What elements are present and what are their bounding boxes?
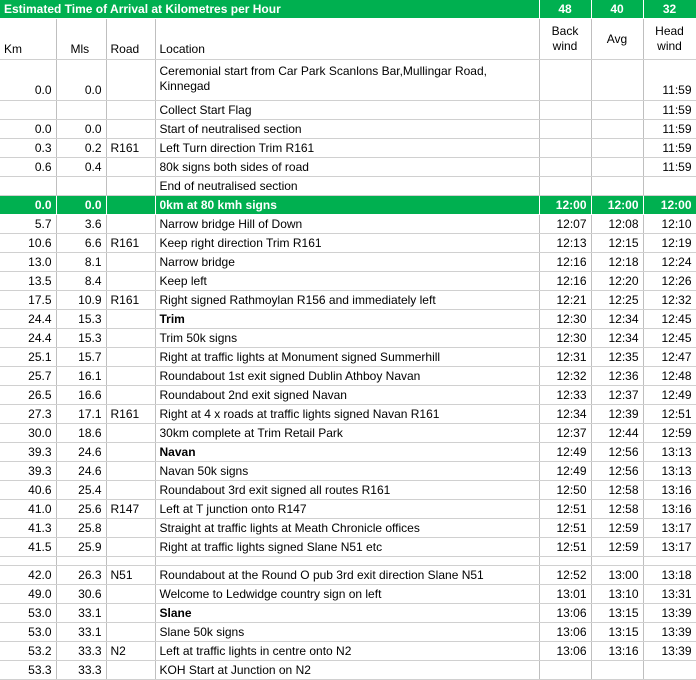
cell-km: 13.0 bbox=[0, 253, 56, 272]
cell-avg: 12:08 bbox=[591, 215, 643, 234]
cell-back-wind bbox=[539, 661, 591, 680]
cell-mls: 33.1 bbox=[56, 604, 106, 623]
cell-head-wind: 12:10 bbox=[643, 215, 696, 234]
cell-mls: 24.6 bbox=[56, 462, 106, 481]
cell-road bbox=[106, 424, 155, 443]
table-row bbox=[0, 101, 696, 120]
cell-road bbox=[106, 348, 155, 367]
table-row bbox=[0, 158, 696, 177]
cell-mls: 33.3 bbox=[56, 661, 106, 680]
cell-head-wind bbox=[643, 661, 696, 680]
cell-road: R161 bbox=[106, 139, 155, 158]
cell-avg: 12:15 bbox=[591, 234, 643, 253]
table-row bbox=[0, 604, 696, 623]
cell-avg: 13:15 bbox=[591, 623, 643, 642]
cell-head-wind: 13:31 bbox=[643, 585, 696, 604]
cell-km: 27.3 bbox=[0, 405, 56, 424]
cell-road: R161 bbox=[106, 234, 155, 253]
cell-km: 53.2 bbox=[0, 642, 56, 661]
cell-location: End of neutralised section bbox=[155, 177, 539, 196]
cell-road bbox=[106, 310, 155, 329]
cell-head-wind bbox=[643, 177, 696, 196]
cell-mls: 0.0 bbox=[56, 196, 106, 215]
cell-km: 53.3 bbox=[0, 661, 56, 680]
spacer-cell bbox=[643, 557, 696, 566]
cell-mls: 0.2 bbox=[56, 139, 106, 158]
cell-avg bbox=[591, 177, 643, 196]
table-row bbox=[0, 661, 696, 680]
cell-avg: 12:39 bbox=[591, 405, 643, 424]
cell-km: 24.4 bbox=[0, 329, 56, 348]
spacer-row bbox=[0, 557, 696, 566]
cell-avg: 13:10 bbox=[591, 585, 643, 604]
cell-head-wind: 13:13 bbox=[643, 443, 696, 462]
cell-location: Slane 50k signs bbox=[155, 623, 539, 642]
cell-location: Trim 50k signs bbox=[155, 329, 539, 348]
cell-location: 0km at 80 kmh signs bbox=[155, 196, 539, 215]
cell-location: Roundabout at the Round O pub 3rd exit direction Slane N51 bbox=[155, 566, 539, 585]
cell-road bbox=[106, 367, 155, 386]
cell-road bbox=[106, 215, 155, 234]
cell-back-wind: 12:16 bbox=[539, 272, 591, 291]
cell-head-wind: 13:13 bbox=[643, 462, 696, 481]
cell-mls: 15.7 bbox=[56, 348, 106, 367]
cell-km: 0.3 bbox=[0, 139, 56, 158]
cell-road bbox=[106, 177, 155, 196]
table-row bbox=[0, 196, 696, 215]
cell-back-wind: 13:06 bbox=[539, 604, 591, 623]
col-header-avg: Avg bbox=[591, 19, 643, 60]
cell-back-wind: 12:52 bbox=[539, 566, 591, 585]
cell-location: Left Turn direction Trim R161 bbox=[155, 139, 539, 158]
cell-head-wind: 11:59 bbox=[643, 101, 696, 120]
cell-mls bbox=[56, 101, 106, 120]
col-header-head-wind: Head wind bbox=[643, 19, 696, 60]
speed-back: 48 bbox=[539, 0, 591, 19]
cell-location: Right at traffic lights signed Slane N51 etc bbox=[155, 538, 539, 557]
cell-road bbox=[106, 661, 155, 680]
cell-mls: 0.0 bbox=[56, 120, 106, 139]
cell-road bbox=[106, 120, 155, 139]
cell-avg: 12:20 bbox=[591, 272, 643, 291]
col-header-mls: Mls bbox=[56, 19, 106, 60]
cell-head-wind: 12:24 bbox=[643, 253, 696, 272]
cell-avg: 12:35 bbox=[591, 348, 643, 367]
table-row bbox=[0, 272, 696, 291]
cell-head-wind: 13:16 bbox=[643, 481, 696, 500]
table-row bbox=[0, 329, 696, 348]
cell-location: Trim bbox=[155, 310, 539, 329]
spacer-cell bbox=[56, 557, 106, 566]
cell-road bbox=[106, 481, 155, 500]
cell-mls: 25.8 bbox=[56, 519, 106, 538]
cell-mls: 25.4 bbox=[56, 481, 106, 500]
cell-mls: 24.6 bbox=[56, 443, 106, 462]
cell-location: Left at traffic lights in centre onto N2 bbox=[155, 642, 539, 661]
cell-avg: 12:58 bbox=[591, 481, 643, 500]
table-row bbox=[0, 405, 696, 424]
cell-avg: 12:36 bbox=[591, 367, 643, 386]
cell-km: 13.5 bbox=[0, 272, 56, 291]
cell-back-wind bbox=[539, 139, 591, 158]
table-row bbox=[0, 139, 696, 158]
cell-road bbox=[106, 253, 155, 272]
table-row bbox=[0, 386, 696, 405]
cell-avg: 12:34 bbox=[591, 329, 643, 348]
cell-avg bbox=[591, 120, 643, 139]
cell-location: Keep right direction Trim R161 bbox=[155, 234, 539, 253]
cell-avg: 12:44 bbox=[591, 424, 643, 443]
cell-head-wind: 11:59 bbox=[643, 158, 696, 177]
cell-location: Left at T junction onto R147 bbox=[155, 500, 539, 519]
cell-mls: 16.6 bbox=[56, 386, 106, 405]
table-row bbox=[0, 310, 696, 329]
cell-km: 40.6 bbox=[0, 481, 56, 500]
cell-road bbox=[106, 462, 155, 481]
cell-avg: 12:59 bbox=[591, 519, 643, 538]
cell-road bbox=[106, 623, 155, 642]
cell-avg: 12:00 bbox=[591, 196, 643, 215]
cell-road bbox=[106, 538, 155, 557]
cell-back-wind: 13:06 bbox=[539, 623, 591, 642]
cell-km: 10.6 bbox=[0, 234, 56, 253]
cell-mls: 25.6 bbox=[56, 500, 106, 519]
cell-mls: 25.9 bbox=[56, 538, 106, 557]
cell-km bbox=[0, 177, 56, 196]
cell-back-wind bbox=[539, 120, 591, 139]
cell-km: 41.5 bbox=[0, 538, 56, 557]
cell-back-wind: 12:13 bbox=[539, 234, 591, 253]
cell-back-wind: 12:50 bbox=[539, 481, 591, 500]
cell-mls: 6.6 bbox=[56, 234, 106, 253]
table-row bbox=[0, 424, 696, 443]
cell-km: 39.3 bbox=[0, 462, 56, 481]
cell-avg: 12:56 bbox=[591, 443, 643, 462]
table-row bbox=[0, 566, 696, 585]
cell-avg: 13:16 bbox=[591, 642, 643, 661]
cell-back-wind: 13:06 bbox=[539, 642, 591, 661]
cell-avg bbox=[591, 661, 643, 680]
cell-location: 80k signs both sides of road bbox=[155, 158, 539, 177]
cell-avg bbox=[591, 101, 643, 120]
cell-head-wind: 12:51 bbox=[643, 405, 696, 424]
cell-road: R147 bbox=[106, 500, 155, 519]
cell-head-wind: 12:59 bbox=[643, 424, 696, 443]
cell-road bbox=[106, 519, 155, 538]
cell-mls: 16.1 bbox=[56, 367, 106, 386]
cell-avg: 12:59 bbox=[591, 538, 643, 557]
table-row bbox=[0, 60, 696, 101]
cell-avg bbox=[591, 139, 643, 158]
cell-location: Roundabout 1st exit signed Dublin Athboy Navan bbox=[155, 367, 539, 386]
cell-location: Start of neutralised section bbox=[155, 120, 539, 139]
cell-km bbox=[0, 101, 56, 120]
cell-location: Ceremonial start from Car Park Scanlons Bar,Mullingar Road, Kinnegad bbox=[155, 60, 539, 101]
cell-head-wind: 12:49 bbox=[643, 386, 696, 405]
cell-road bbox=[106, 604, 155, 623]
cell-km: 30.0 bbox=[0, 424, 56, 443]
cell-km: 25.7 bbox=[0, 367, 56, 386]
cell-km: 17.5 bbox=[0, 291, 56, 310]
cell-km: 49.0 bbox=[0, 585, 56, 604]
cell-head-wind: 12:00 bbox=[643, 196, 696, 215]
cell-road bbox=[106, 585, 155, 604]
cell-head-wind: 12:45 bbox=[643, 329, 696, 348]
cell-mls: 8.1 bbox=[56, 253, 106, 272]
table-row bbox=[0, 215, 696, 234]
table-row bbox=[0, 538, 696, 557]
table-row bbox=[0, 253, 696, 272]
cell-head-wind: 13:39 bbox=[643, 604, 696, 623]
table-row bbox=[0, 234, 696, 253]
table-row bbox=[0, 585, 696, 604]
cell-head-wind: 13:17 bbox=[643, 538, 696, 557]
cell-km: 53.0 bbox=[0, 623, 56, 642]
cell-road bbox=[106, 443, 155, 462]
cell-mls: 33.1 bbox=[56, 623, 106, 642]
cell-road: N51 bbox=[106, 566, 155, 585]
table-row bbox=[0, 623, 696, 642]
cell-head-wind: 13:39 bbox=[643, 642, 696, 661]
cell-mls bbox=[56, 177, 106, 196]
cell-avg: 12:25 bbox=[591, 291, 643, 310]
cell-back-wind: 12:51 bbox=[539, 500, 591, 519]
cell-back-wind: 12:16 bbox=[539, 253, 591, 272]
cell-mls: 26.3 bbox=[56, 566, 106, 585]
cell-location: Right at 4 x roads at traffic lights signed Navan R161 bbox=[155, 405, 539, 424]
spacer-cell bbox=[155, 557, 539, 566]
cell-mls: 15.3 bbox=[56, 310, 106, 329]
table-row bbox=[0, 291, 696, 310]
cell-mls: 33.3 bbox=[56, 642, 106, 661]
cell-back-wind: 12:00 bbox=[539, 196, 591, 215]
cell-km: 24.4 bbox=[0, 310, 56, 329]
cell-road bbox=[106, 60, 155, 101]
cell-location: Welcome to Ledwidge country sign on left bbox=[155, 585, 539, 604]
cell-km: 0.6 bbox=[0, 158, 56, 177]
cell-location: Narrow bridge bbox=[155, 253, 539, 272]
cell-mls: 0.4 bbox=[56, 158, 106, 177]
cell-road bbox=[106, 101, 155, 120]
table-row bbox=[0, 443, 696, 462]
cell-km: 0.0 bbox=[0, 60, 56, 101]
cell-location: 30km complete at Trim Retail Park bbox=[155, 424, 539, 443]
cell-back-wind: 12:49 bbox=[539, 443, 591, 462]
cell-mls: 8.4 bbox=[56, 272, 106, 291]
cell-head-wind: 13:16 bbox=[643, 500, 696, 519]
cell-mls: 15.3 bbox=[56, 329, 106, 348]
cell-road: R161 bbox=[106, 291, 155, 310]
cell-km: 42.0 bbox=[0, 566, 56, 585]
cell-km: 41.0 bbox=[0, 500, 56, 519]
cell-back-wind: 12:51 bbox=[539, 538, 591, 557]
cell-head-wind: 12:32 bbox=[643, 291, 696, 310]
spacer-cell bbox=[0, 557, 56, 566]
cell-head-wind: 12:47 bbox=[643, 348, 696, 367]
cell-km: 26.5 bbox=[0, 386, 56, 405]
cell-back-wind: 12:30 bbox=[539, 329, 591, 348]
col-header-back-wind: Back wind bbox=[539, 19, 591, 60]
cell-back-wind bbox=[539, 158, 591, 177]
cell-head-wind: 13:18 bbox=[643, 566, 696, 585]
cell-km: 0.0 bbox=[0, 196, 56, 215]
cell-back-wind: 12:30 bbox=[539, 310, 591, 329]
cell-back-wind: 13:01 bbox=[539, 585, 591, 604]
cell-back-wind bbox=[539, 177, 591, 196]
cell-back-wind: 12:37 bbox=[539, 424, 591, 443]
cell-road: N2 bbox=[106, 642, 155, 661]
cell-mls: 18.6 bbox=[56, 424, 106, 443]
cell-location: Straight at traffic lights at Meath Chronicle offices bbox=[155, 519, 539, 538]
cell-avg: 12:34 bbox=[591, 310, 643, 329]
title-row bbox=[0, 0, 696, 19]
cell-road bbox=[106, 272, 155, 291]
table-row bbox=[0, 481, 696, 500]
cell-location: Roundabout 3rd exit signed all routes R161 bbox=[155, 481, 539, 500]
cell-location: Slane bbox=[155, 604, 539, 623]
cell-head-wind: 12:19 bbox=[643, 234, 696, 253]
cell-location: Navan 50k signs bbox=[155, 462, 539, 481]
cell-back-wind bbox=[539, 101, 591, 120]
cell-head-wind: 11:59 bbox=[643, 139, 696, 158]
cell-km: 39.3 bbox=[0, 443, 56, 462]
spacer-cell bbox=[539, 557, 591, 566]
cell-road bbox=[106, 329, 155, 348]
cell-avg: 12:56 bbox=[591, 462, 643, 481]
cell-head-wind: 13:39 bbox=[643, 623, 696, 642]
cell-location: Right at traffic lights at Monument signed Summerhill bbox=[155, 348, 539, 367]
cell-avg: 12:18 bbox=[591, 253, 643, 272]
cell-mls: 17.1 bbox=[56, 405, 106, 424]
cell-head-wind: 12:48 bbox=[643, 367, 696, 386]
cell-mls: 3.6 bbox=[56, 215, 106, 234]
cell-km: 53.0 bbox=[0, 604, 56, 623]
table-row bbox=[0, 642, 696, 661]
cell-back-wind: 12:49 bbox=[539, 462, 591, 481]
cell-back-wind: 12:34 bbox=[539, 405, 591, 424]
cell-head-wind: 12:26 bbox=[643, 272, 696, 291]
cell-location: Roundabout 2nd exit signed Navan bbox=[155, 386, 539, 405]
cell-avg: 13:00 bbox=[591, 566, 643, 585]
cell-km: 41.3 bbox=[0, 519, 56, 538]
cell-road bbox=[106, 196, 155, 215]
col-header-road: Road bbox=[106, 19, 155, 60]
cell-mls: 10.9 bbox=[56, 291, 106, 310]
cell-back-wind bbox=[539, 60, 591, 101]
cell-km: 5.7 bbox=[0, 215, 56, 234]
spacer-cell bbox=[591, 557, 643, 566]
table-row bbox=[0, 367, 696, 386]
cell-back-wind: 12:32 bbox=[539, 367, 591, 386]
cell-location: Narrow bridge Hill of Down bbox=[155, 215, 539, 234]
spacer-cell bbox=[106, 557, 155, 566]
cell-avg: 12:58 bbox=[591, 500, 643, 519]
cell-road: R161 bbox=[106, 405, 155, 424]
speed-head: 32 bbox=[643, 0, 696, 19]
cell-avg: 13:15 bbox=[591, 604, 643, 623]
cell-avg: 12:37 bbox=[591, 386, 643, 405]
cell-back-wind: 12:33 bbox=[539, 386, 591, 405]
column-header-row bbox=[0, 19, 696, 60]
table-row bbox=[0, 519, 696, 538]
cell-head-wind: 12:45 bbox=[643, 310, 696, 329]
cell-head-wind: 11:59 bbox=[643, 120, 696, 139]
cell-location: Collect Start Flag bbox=[155, 101, 539, 120]
col-header-km: Km bbox=[0, 19, 56, 60]
cell-back-wind: 12:31 bbox=[539, 348, 591, 367]
cell-back-wind: 12:21 bbox=[539, 291, 591, 310]
cell-location: Navan bbox=[155, 443, 539, 462]
table-row bbox=[0, 500, 696, 519]
cell-mls: 30.6 bbox=[56, 585, 106, 604]
cell-km: 25.1 bbox=[0, 348, 56, 367]
cell-avg bbox=[591, 60, 643, 101]
cell-mls: 0.0 bbox=[56, 60, 106, 101]
cell-location: Keep left bbox=[155, 272, 539, 291]
table-row bbox=[0, 348, 696, 367]
cell-road bbox=[106, 158, 155, 177]
table-row bbox=[0, 120, 696, 139]
col-header-location: Location bbox=[155, 19, 539, 60]
cell-location: KOH Start at Junction on N2 bbox=[155, 661, 539, 680]
cell-avg bbox=[591, 158, 643, 177]
table-row bbox=[0, 462, 696, 481]
cell-back-wind: 12:07 bbox=[539, 215, 591, 234]
table-row bbox=[0, 177, 696, 196]
table-title: Estimated Time of Arrival at Kilometres per Hour bbox=[0, 0, 539, 19]
cell-back-wind: 12:51 bbox=[539, 519, 591, 538]
cell-head-wind: 11:59 bbox=[643, 60, 696, 101]
cell-head-wind: 13:17 bbox=[643, 519, 696, 538]
cell-km: 0.0 bbox=[0, 120, 56, 139]
cell-location: Right signed Rathmoylan R156 and immediately left bbox=[155, 291, 539, 310]
cell-road bbox=[106, 386, 155, 405]
speed-avg: 40 bbox=[591, 0, 643, 19]
